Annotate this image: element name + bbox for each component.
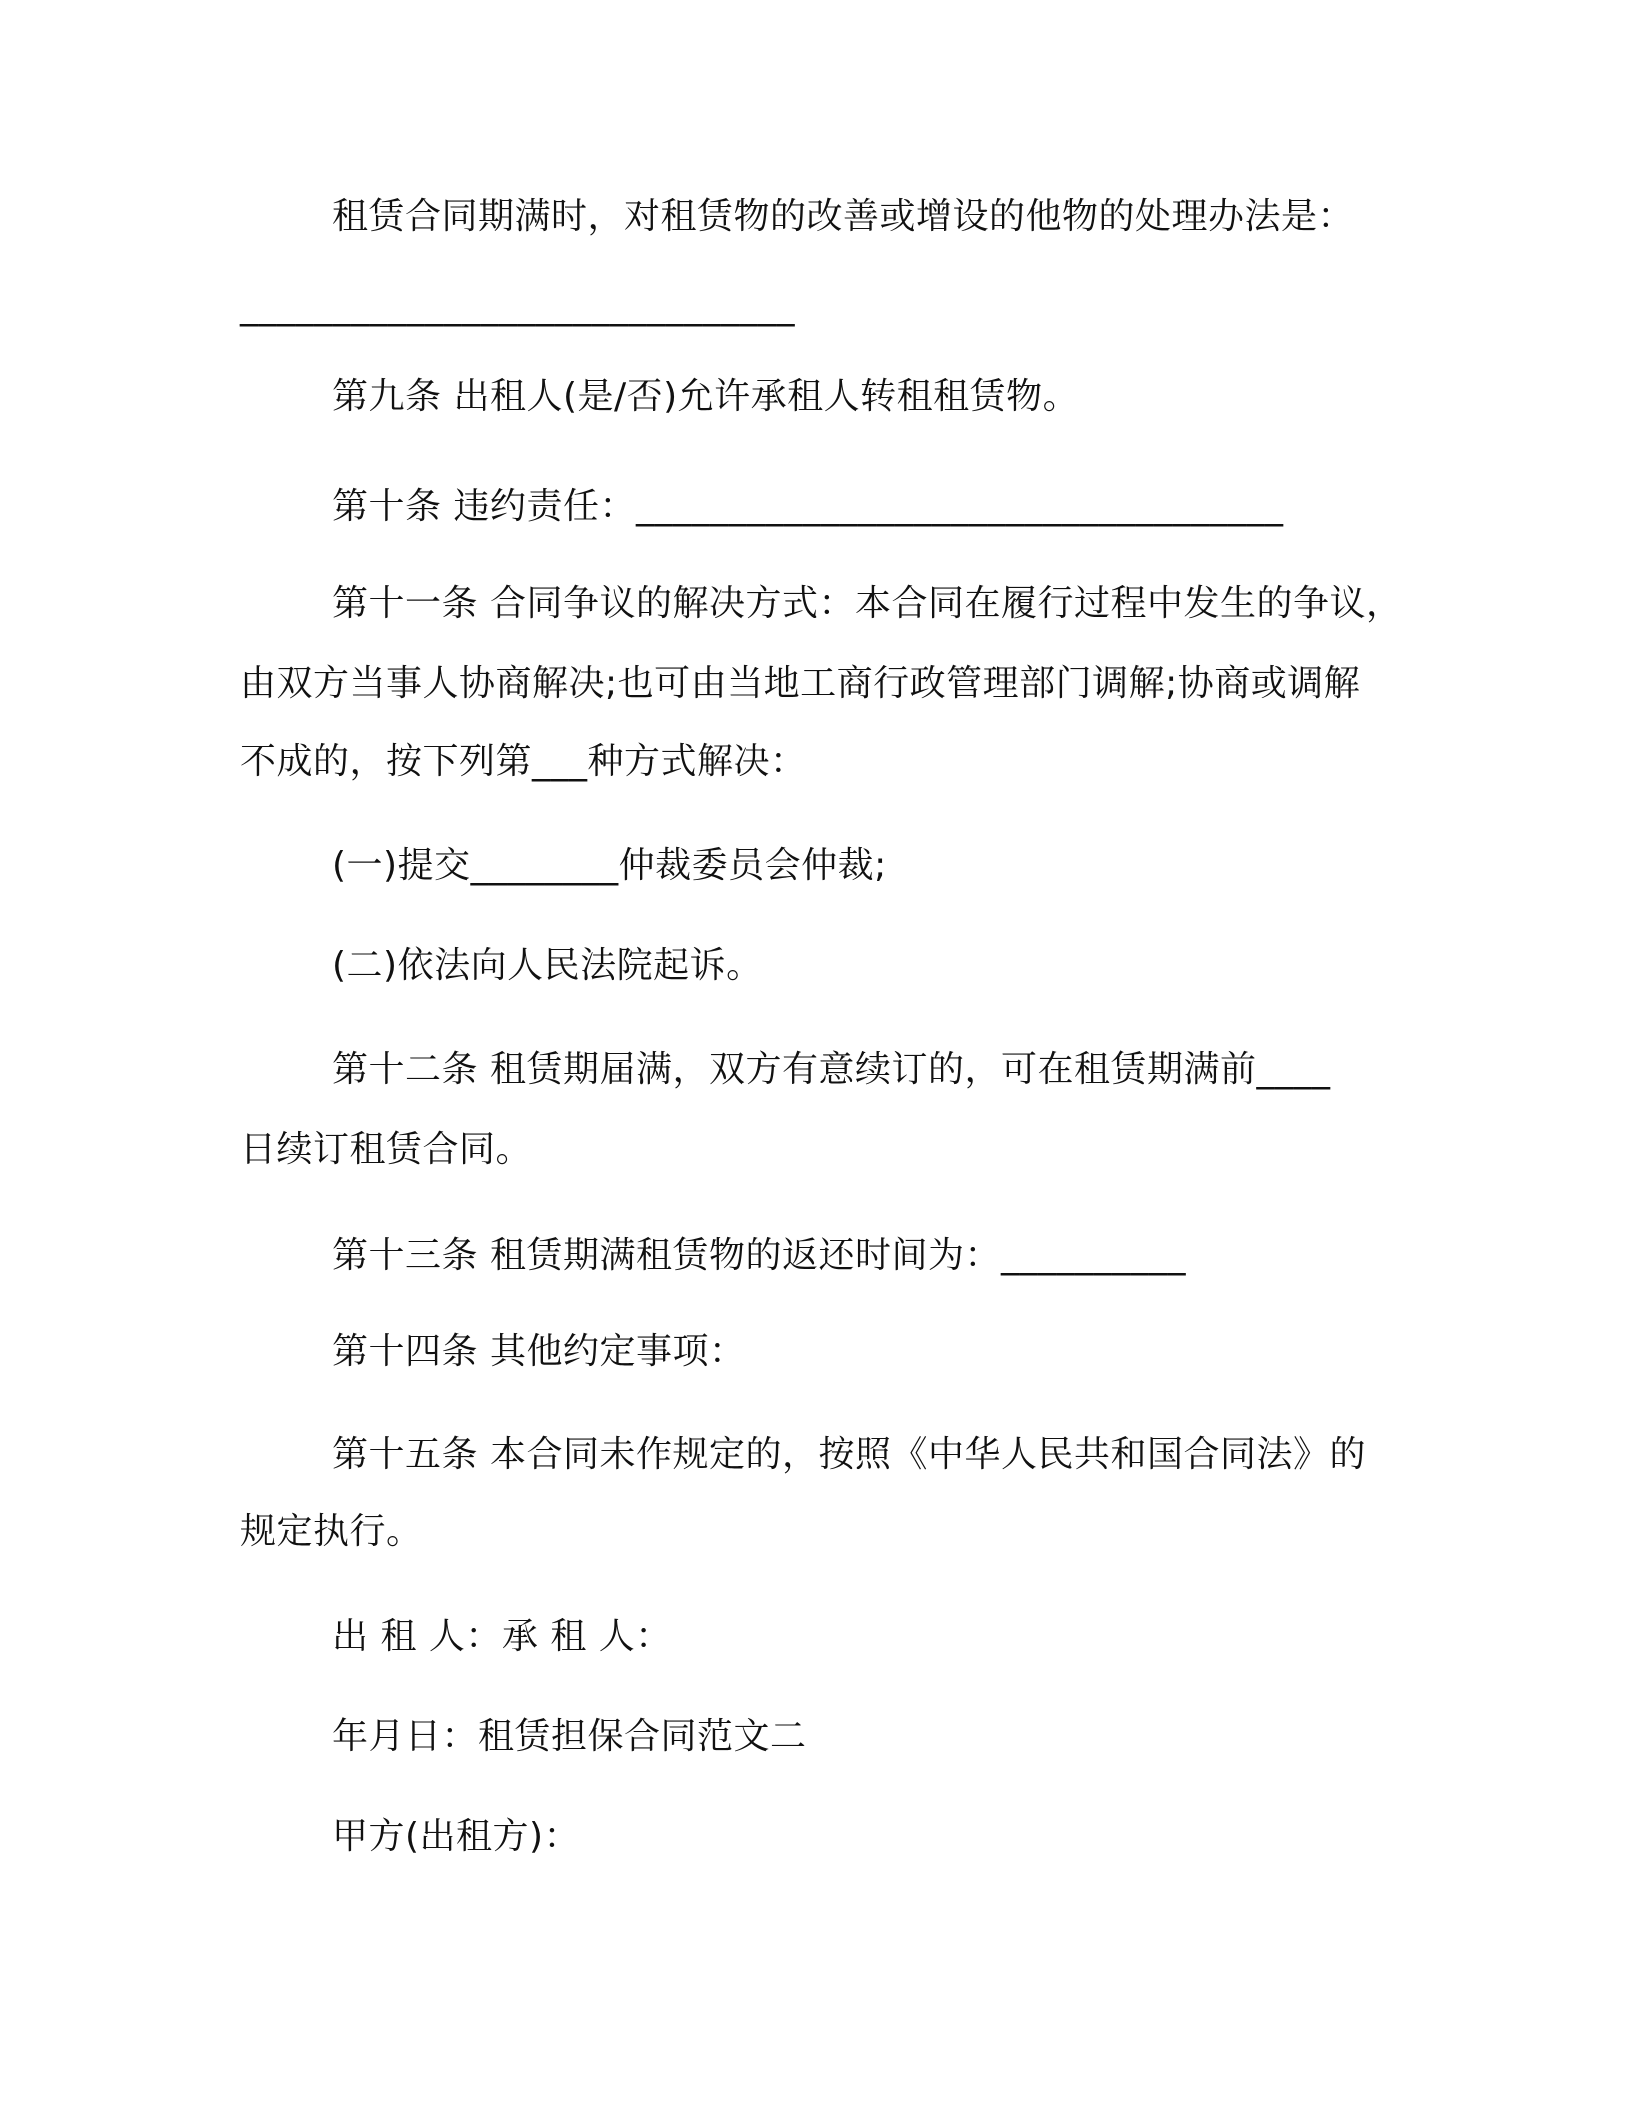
text-line-date-title: 年月日：租赁担保合同范文二 bbox=[332, 1716, 807, 1757]
text-line-article-15: 第十五条 本合同未作规定的，按照《中华人民共和国合同法》的 bbox=[332, 1434, 1366, 1475]
text-line-article-14: 第十四条 其他约定事项： bbox=[332, 1331, 746, 1372]
text-line-party-a: 甲方(出租方)： bbox=[332, 1816, 581, 1857]
text-line-blank-underline: ______________________________ bbox=[240, 286, 795, 327]
text-line-article-12: 第十二条 租赁期届满，双方有意续订的，可在租赁期满前____ bbox=[332, 1049, 1331, 1090]
text-line-article-12-cont: 日续订租赁合同。 bbox=[240, 1129, 533, 1170]
text-line-improvement-clause: 租赁合同期满时，对租赁物的改善或增设的他物的处理办法是： bbox=[332, 196, 1355, 237]
text-line-article-9: 第九条 出租人(是/否)允许承租人转租租赁物。 bbox=[332, 376, 1080, 417]
text-line-article-11: 第十一条 合同争议的解决方式：本合同在履行过程中发生的争议， bbox=[332, 583, 1403, 624]
text-line-article-15-cont: 规定执行。 bbox=[240, 1511, 423, 1552]
text-line-article-13: 第十三条 租赁期满租赁物的返还时间为：__________ bbox=[332, 1235, 1186, 1276]
text-line-article-10: 第十条 违约责任：___________________________________ bbox=[332, 486, 1284, 527]
text-line-article-11-cont-2: 不成的，按下列第___种方式解决： bbox=[240, 741, 807, 782]
text-line-signatories: 出 租 人：承 租 人： bbox=[332, 1616, 672, 1657]
text-line-option-1: (一)提交________仲裁委员会仲裁; bbox=[332, 845, 887, 886]
text-line-option-2: (二)依法向人民法院起诉。 bbox=[332, 945, 763, 986]
text-line-article-11-cont-1: 由双方当事人协商解决;也可由当地工商行政管理部门调解;协商或调解 bbox=[240, 663, 1361, 704]
